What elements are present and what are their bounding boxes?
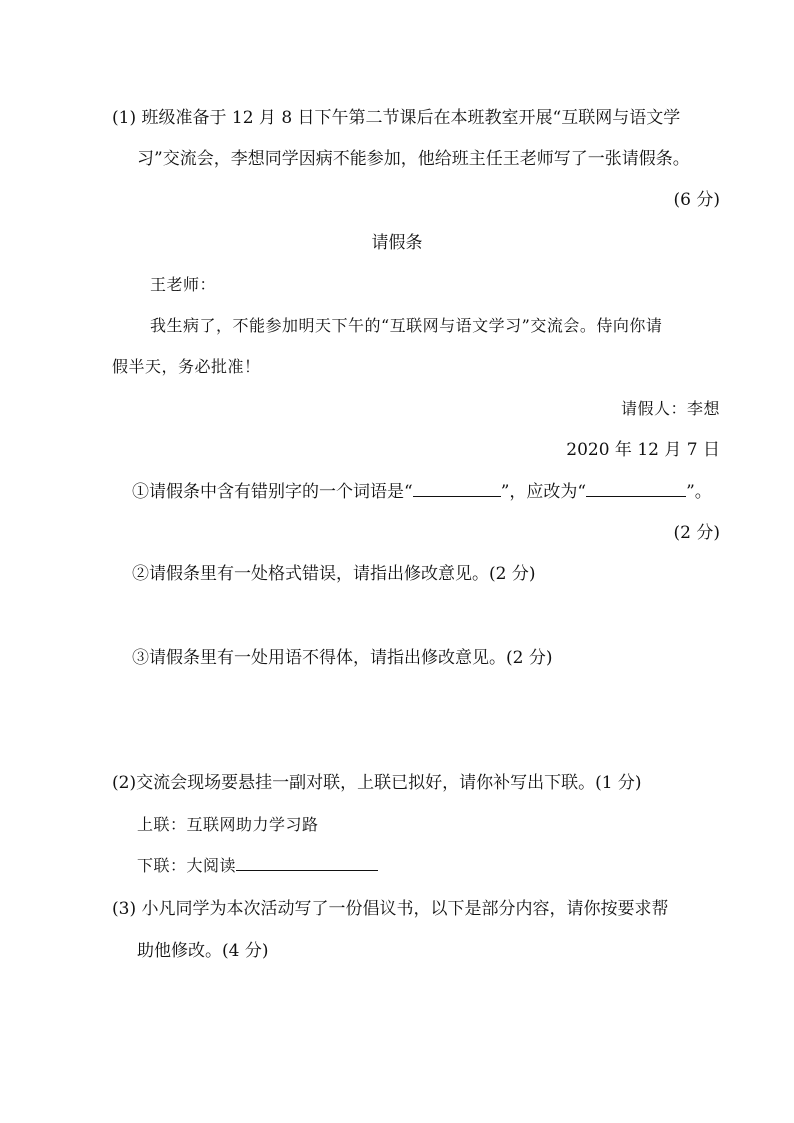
sub1-middle: ”，应改为“ [500, 482, 587, 502]
q3-line2: 助他修改。(4 分) [137, 941, 269, 961]
q1-score: (6 分) [673, 190, 720, 210]
couplet-upper: 上联：互联网助力学习路 [137, 815, 319, 834]
sub1-suffix: ”。 [686, 482, 712, 502]
q2-prompt: (2)交流会现场要悬挂一副对联，上联已拟好，请你补写出下联。(1 分) [112, 773, 642, 793]
sub1-blank-correction[interactable] [586, 480, 686, 497]
sub-question-3: ③请假条里有一处用语不得体，请指出修改意见。(2 分) [132, 648, 553, 668]
couplet-lower-blank[interactable] [236, 854, 378, 871]
note-date: 2020 年 12 月 7 日 [566, 440, 720, 460]
sub1-blank-wrong-word[interactable] [413, 480, 501, 497]
note-body-line2: 假半天，务必批准！ [112, 357, 261, 376]
note-title: 请假条 [371, 233, 423, 253]
sub1-score: (2 分) [673, 523, 720, 543]
q1-line2: 习”交流会，李想同学因病不能参加，他给班主任王老师写了一张请假条。 [137, 149, 690, 169]
sub1-prefix: ①请假条中含有错别字的一个词语是“ [132, 482, 413, 502]
couplet-lower [137, 854, 378, 878]
q1-line1: (1) 班级准备于 12 月 8 日下午第二节课后在本班教室开展“互联网与语文学 [112, 108, 681, 128]
note-body-line1: 我生病了，不能参加明天下午的“互联网与语文学习”交流会。侍向你请 [150, 316, 663, 335]
sub-question-1 [132, 480, 712, 504]
note-signer: 请假人：李想 [620, 399, 720, 418]
q3-line1: (3) 小凡同学为本次活动写了一份倡议书，以下是部分内容，请你按要求帮 [112, 899, 669, 919]
sub-question-2: ②请假条里有一处格式错误，请指出修改意见。(2 分) [132, 564, 536, 584]
note-greeting: 王老师： [150, 275, 217, 294]
couplet-lower-prefix: 下联：大阅读 [137, 856, 237, 875]
